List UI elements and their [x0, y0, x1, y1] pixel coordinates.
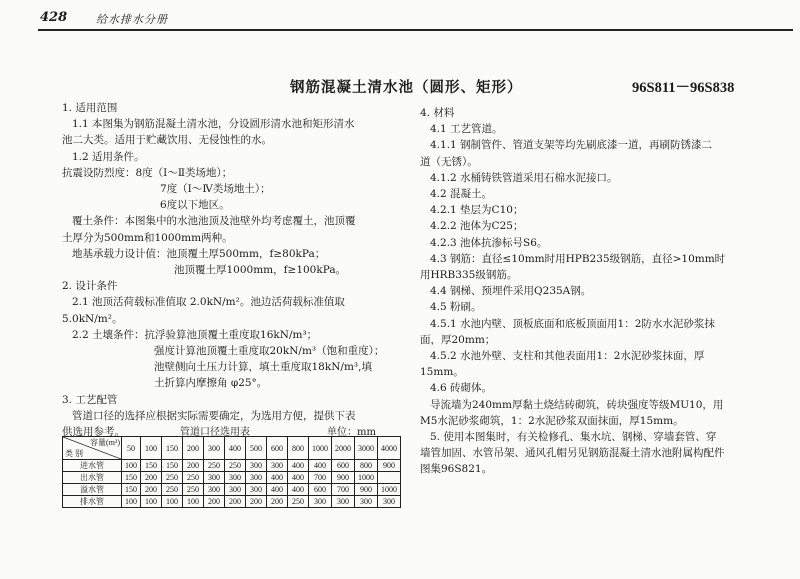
page-title: 钢筋混凝土清水池（圆形、矩形）	[290, 79, 523, 96]
paragraph-line: 导流墙为240mm厚黏土烧结砖砌筑，砖块强度等级MU10，用	[430, 398, 724, 411]
capacity-header: 50	[122, 437, 141, 460]
table-cell: 300	[246, 472, 267, 484]
table-cell: 300	[309, 496, 332, 508]
paragraph-line: 面，厚20mm；	[420, 333, 496, 346]
paragraph-line: 图集96S821。	[420, 463, 493, 476]
page-number: 428	[40, 10, 68, 25]
row-label: 进水管	[63, 460, 122, 472]
corner-capacity-label: 容量(m³)	[90, 438, 120, 447]
table-cell: 400	[288, 460, 309, 472]
table-cell: 300	[225, 484, 246, 496]
table-cell: 150	[122, 472, 141, 484]
paragraph-line: 4.2.2 池体为C25；	[430, 220, 524, 233]
paragraph-line: 7度（Ⅰ～Ⅳ类场地土）；	[160, 183, 271, 196]
paragraph-line: 1.2 适用条件。	[72, 150, 145, 163]
standard-code: 96S811－96S838	[632, 80, 735, 96]
table-cell: 1000	[355, 472, 378, 484]
capacity-header: 800	[288, 437, 309, 460]
table-cell: 150	[122, 484, 141, 496]
table-cell: 400	[288, 484, 309, 496]
table-cell: 900	[355, 484, 378, 496]
paragraph-line: 地基承载力设计值：池顶覆土厚500mm，f≥80kPa；	[72, 247, 326, 260]
table-cell: 300	[204, 472, 225, 484]
capacity-header: 400	[225, 437, 246, 460]
table-cell: 150	[162, 460, 183, 472]
capacity-header: 500	[246, 437, 267, 460]
paragraph-line: 4.6 砖砌体。	[430, 382, 493, 395]
capacity-header: 300	[204, 437, 225, 460]
table-row	[63, 484, 401, 496]
table-cell: 800	[355, 460, 378, 472]
table-cell: 250	[183, 484, 204, 496]
paragraph-line: 6度以下地区。	[160, 199, 230, 212]
paragraph-line: 4.1.1 钢制管件、管道支架等均先刷底漆一道，再刷防锈漆二	[430, 139, 713, 152]
paragraph-line: 池壁侧向土压力计算，填土重度取18kN/m³,填	[154, 361, 372, 374]
table-cell: 300	[225, 472, 246, 484]
paragraph-line: 道（无锈）。	[420, 155, 478, 168]
table-cell: 250	[162, 484, 183, 496]
capacity-header: 200	[183, 437, 204, 460]
table-cell	[378, 472, 401, 484]
capacity-header: 600	[267, 437, 288, 460]
table-cell: 600	[332, 460, 355, 472]
table-cell: 600	[309, 484, 332, 496]
table-cell: 700	[332, 484, 355, 496]
paragraph-line: 1.1 本图集为钢筋混凝土清水池，分设圆形清水池和矩形清水	[72, 118, 355, 131]
section-heading: 2. 设计条件	[62, 280, 118, 293]
table-cell: 250	[162, 472, 183, 484]
table-cell: 400	[267, 484, 288, 496]
table-cell: 1000	[378, 484, 401, 496]
table-cell: 700	[309, 472, 332, 484]
paragraph-line: 4.5.2 水池外壁、支柱和其他表面用1：2水泥砂浆抹面，厚	[430, 350, 705, 363]
table-cell: 900	[378, 460, 401, 472]
table-cell: 100	[141, 496, 162, 508]
paragraph-line: 2.1 池顶活荷载标准值取 2.0kN/m²。池边活荷载标准值取	[72, 296, 345, 309]
paragraph-line: 抗震设防烈度：8度（Ⅰ～Ⅱ类场地）；	[62, 166, 233, 179]
paragraph-line: 池二大类。适用于贮藏饮用、无侵蚀性的水。	[62, 134, 272, 147]
table-cell: 300	[355, 496, 378, 508]
table-cell: 100	[162, 496, 183, 508]
section-heading: 3. 工艺配管	[62, 393, 118, 406]
paragraph-line: 供选用参考。	[62, 426, 125, 439]
header-rule	[38, 29, 793, 31]
paragraph-line: 5.0kN/m²。	[62, 312, 123, 325]
paragraph-line: 墙管加固、水管吊架、通风孔帽另见钢筋混凝土清水池附属构配件	[420, 447, 725, 460]
capacity-header: 4000	[378, 437, 401, 460]
table-header-row	[63, 437, 401, 460]
table-cell: 300	[332, 496, 355, 508]
table-cell: 200	[141, 472, 162, 484]
table-cell: 300	[246, 460, 267, 472]
paragraph-line: 强度计算池顶覆土重度取20kN/m³（饱和重度）；	[154, 345, 385, 358]
table-cell: 250	[183, 472, 204, 484]
paragraph-line: 4.3 钢筋：直径≤10mm时用HPB235级钢筋，直径>10mm时	[430, 252, 726, 265]
paragraph-line: 管道口径的选择应根据实际需要确定，为选用方便，提供下表	[72, 409, 356, 422]
table-caption: 管道口径选用表	[180, 427, 250, 438]
table-cell: 100	[122, 460, 141, 472]
table-cell: 400	[267, 472, 288, 484]
paragraph-line: 5. 使用本图集时，有关检修孔、集水坑、钢梯、穿墙套管、穿	[430, 431, 717, 444]
table-cell: 200	[246, 496, 267, 508]
section-heading: 4. 材料	[420, 107, 455, 119]
table-cell: 250	[288, 496, 309, 508]
paragraph-line: 覆土条件：本图集中的水池池顶及池壁外均考虑覆土，池顶覆	[72, 215, 356, 228]
table-cell: 100	[183, 496, 204, 508]
capacity-header: 3000	[355, 437, 378, 460]
table-cell: 250	[204, 460, 225, 472]
section-heading: 1. 适用范围	[62, 102, 118, 114]
table-row	[63, 472, 401, 484]
paragraph-line: 土折算内摩擦角 φ25°。	[154, 377, 268, 390]
capacity-header: 1000	[309, 437, 332, 460]
paragraph-line: 用HRB335级钢筋。	[420, 269, 518, 282]
paragraph-line: 4.4 钢梯、预埋件采用Q235A钢。	[430, 285, 592, 298]
book-title: 给水排水分册	[96, 13, 168, 26]
table-cell: 150	[141, 460, 162, 472]
table-cell: 300	[204, 484, 225, 496]
paragraph-line: 4.1.2 水桶铸铁管道采用石棉水泥接口。	[430, 171, 618, 184]
table-cell: 200	[204, 496, 225, 508]
paragraph-line: 池顶覆土厚1000mm，f≥100kPa。	[174, 264, 347, 277]
capacity-header: 150	[162, 437, 183, 460]
paragraph-line: 4.2.1 垫层为C10；	[430, 204, 524, 217]
table-corner-cell	[63, 437, 122, 460]
table-unit: 单位：mm	[327, 427, 376, 438]
table-cell: 100	[122, 496, 141, 508]
right-column	[420, 105, 780, 478]
row-label: 溢水管	[63, 484, 122, 496]
row-label: 出水管	[63, 472, 122, 484]
table-cell: 300	[246, 484, 267, 496]
table-cell: 900	[332, 472, 355, 484]
capacity-header: 100	[141, 437, 162, 460]
paragraph-line: 4.1 工艺管道。	[430, 123, 503, 136]
corner-category-label: 类 别	[65, 449, 83, 458]
table-cell: 200	[141, 484, 162, 496]
paragraph-line: 4.2 混凝土。	[430, 188, 493, 201]
table-row	[63, 460, 401, 472]
table-cell: 400	[309, 460, 332, 472]
table-cell: 300	[378, 496, 401, 508]
row-label: 排水管	[63, 496, 122, 508]
table-row	[63, 496, 401, 508]
paragraph-line: 4.2.3 池体抗渗标号S6。	[430, 236, 548, 249]
paragraph-line: 2.2 土壤条件：抗浮验算池顶覆土重度取16kN/m³；	[72, 328, 318, 341]
paragraph-line: 土厚分为500mm和1000mm两种。	[62, 231, 233, 244]
capacity-header: 2000	[332, 437, 355, 460]
table-cell: 300	[267, 460, 288, 472]
table-cell: 200	[183, 460, 204, 472]
paragraph-line: 4.5 粉刷。	[430, 301, 482, 314]
table-cell: 200	[267, 496, 288, 508]
paragraph-line: 15mm。	[420, 366, 464, 379]
paragraph-line: M5水泥砂浆砌筑，1：2水泥砂浆双面抹面，厚15mm。	[420, 414, 684, 427]
table-cell: 200	[225, 496, 246, 508]
table-cell: 250	[225, 460, 246, 472]
left-column	[62, 100, 402, 440]
table-cell: 400	[288, 472, 309, 484]
paragraph-line: 4.5.1 水池内壁、顶板底面和底板顶面用1：2防水水泥砂浆抹	[430, 317, 715, 330]
pipe-diameter-table	[62, 436, 401, 508]
